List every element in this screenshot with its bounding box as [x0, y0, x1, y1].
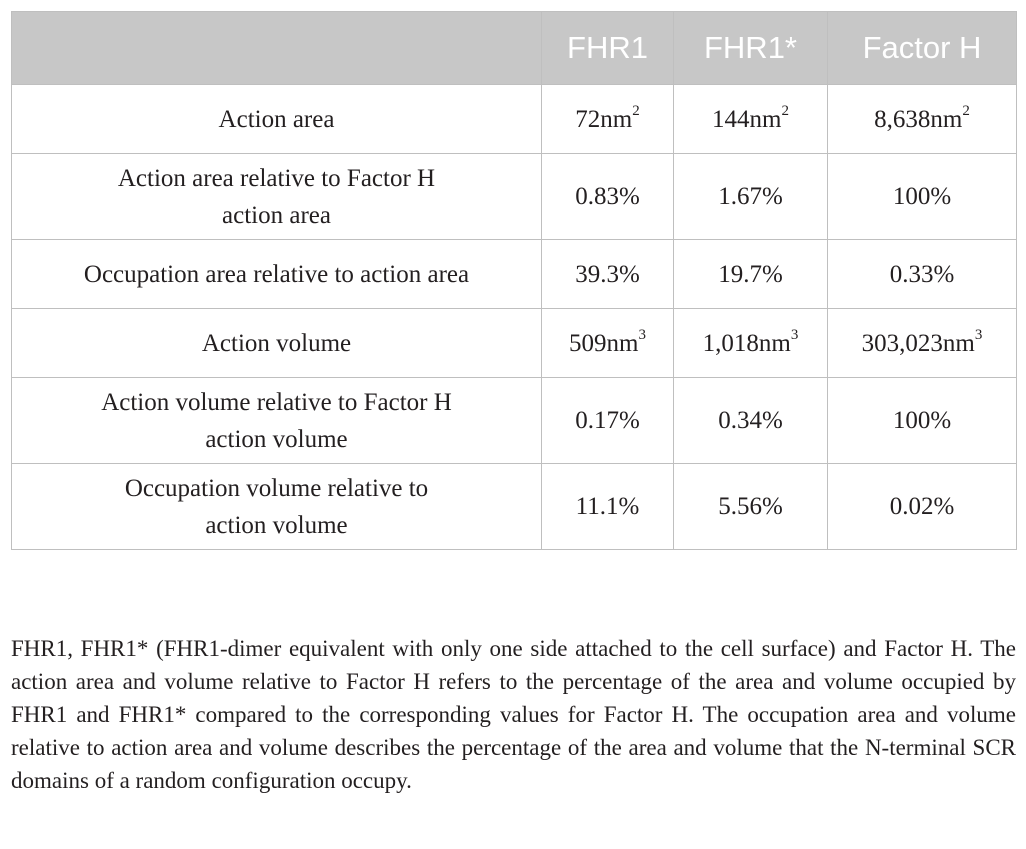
cell-exponent: 3: [790, 327, 799, 344]
cell-exponent: 3: [638, 327, 646, 344]
cell-fhr1: [542, 309, 674, 378]
row-label: [12, 464, 542, 550]
table-row: [12, 154, 1017, 240]
cell-fhr1-star: [674, 85, 828, 154]
header-row: [12, 12, 1017, 85]
header-factor-h: Factor H: [828, 12, 1017, 85]
table-row: [12, 309, 1017, 378]
cell-fhr1: [542, 85, 674, 154]
row-label-line-2: action volume: [205, 511, 348, 539]
header-fhr1-star: FHR1*: [674, 12, 828, 85]
cell-factor-h: 100%: [828, 378, 1017, 464]
row-label-line-1: Action volume relative to Factor H: [101, 388, 452, 416]
cell-exponent: 2: [781, 103, 789, 120]
row-label-line-2: action volume: [205, 425, 348, 453]
cell-fhr1-star: 1.67%: [674, 154, 828, 240]
row-label-line-1: Action area relative to Factor H: [117, 164, 436, 192]
cell-exponent: 3: [974, 327, 983, 344]
table-caption: FHR1, FHR1* (FHR1-dimer equivalent with only one side attached to the cell surface) and Factor H. The action area and volume relative to Factor H refers to the percentage of the area and volume occupied by FHR1 and FHR1* compared to the corresponding values for Factor H. The occupation area and volume relative to action area and volume describes the percentage of the area and volume that the N-terminal SCR domains of a random configuration occupy.: [11, 636, 1016, 793]
cell-factor-h: 100%: [828, 154, 1017, 240]
cell-factor-h: [828, 85, 1017, 154]
cell-value: 303,023nm: [861, 329, 975, 357]
row-label-text: Action volume: [201, 329, 352, 357]
cell-factor-h: 0.33%: [828, 240, 1017, 309]
cell-fhr1: 0.17%: [542, 378, 674, 464]
table-row: [12, 240, 1017, 309]
row-label-text: Action area: [218, 105, 335, 133]
table-row: [12, 85, 1017, 154]
cell-value: 144nm: [712, 105, 782, 133]
cell-fhr1-star: 19.7%: [674, 240, 828, 309]
row-label-line-1: Occupation volume relative to: [124, 474, 429, 502]
cell-fhr1-star: 5.56%: [674, 464, 828, 550]
cell-factor-h: 0.02%: [828, 464, 1017, 550]
table-row: [12, 464, 1017, 550]
cell-factor-h: [828, 309, 1017, 378]
cell-value: 509nm: [569, 329, 639, 357]
row-label: [12, 154, 542, 240]
header-empty: [12, 12, 542, 85]
cell-exponent: 2: [962, 103, 970, 120]
cell-exponent: 2: [632, 103, 640, 120]
row-label: [12, 378, 542, 464]
cell-value: 1,018nm: [702, 329, 791, 357]
data-table: [11, 11, 1017, 550]
table-row: [12, 378, 1017, 464]
row-label: [12, 309, 542, 378]
cell-fhr1: 11.1%: [542, 464, 674, 550]
header-fhr1: FHR1: [542, 12, 674, 85]
cell-fhr1-star: 0.34%: [674, 378, 828, 464]
row-label: [12, 85, 542, 154]
row-label-line-2: action area: [222, 201, 331, 229]
cell-fhr1: 0.83%: [542, 154, 674, 240]
cell-value: 72nm: [575, 105, 633, 133]
cell-fhr1-star: [674, 309, 828, 378]
cell-value: 8,638nm: [874, 105, 963, 133]
cell-fhr1: 39.3%: [542, 240, 674, 309]
row-label: Occupation area relative to action area: [12, 240, 542, 309]
